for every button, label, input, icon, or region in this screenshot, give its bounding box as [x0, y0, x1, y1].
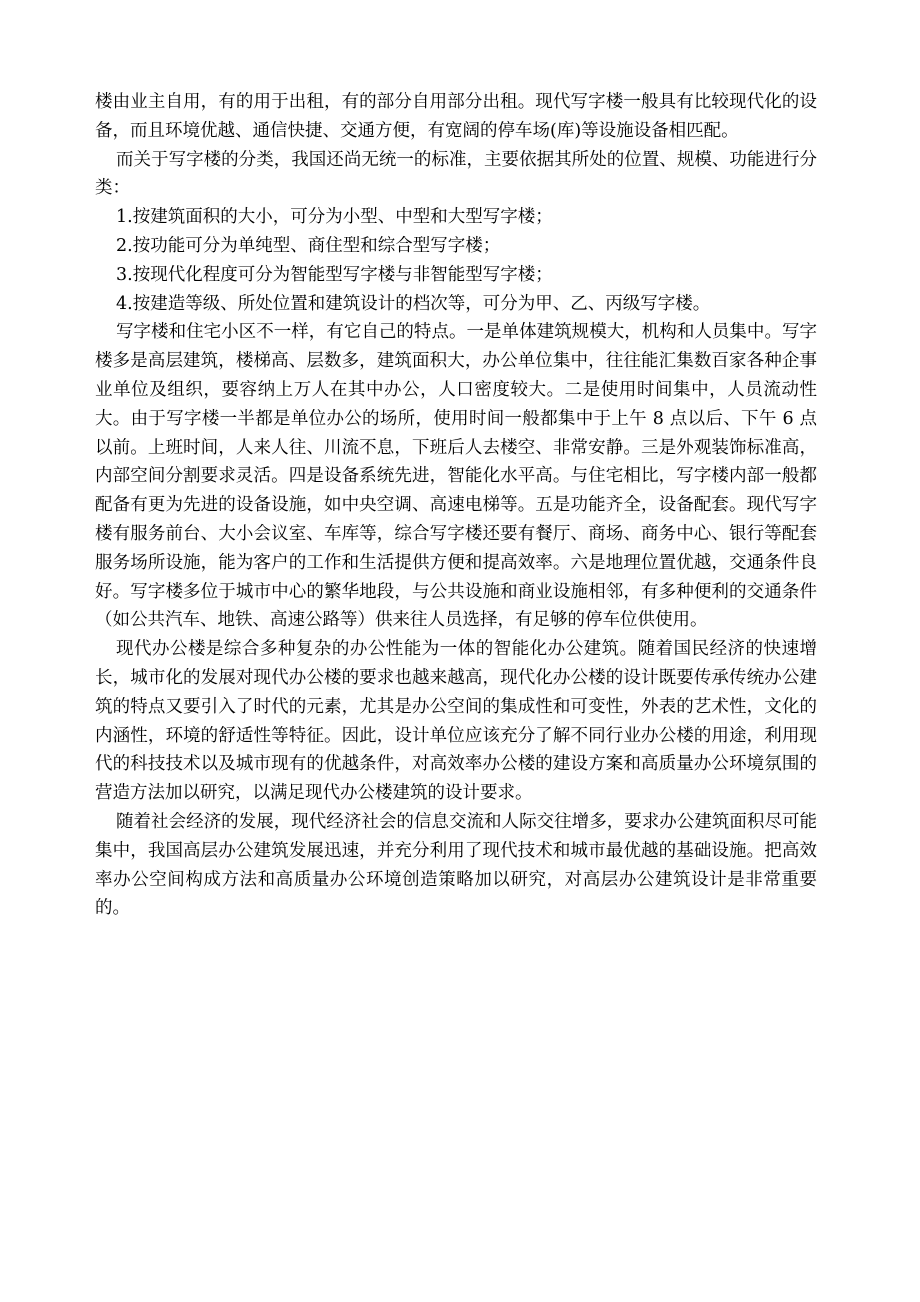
- paragraph-characteristics: 写字楼和住宅小区不一样，有它自己的特点。一是单体建筑规模大，机构和人员集中。写字楼多是高层建筑，楼梯高、层数多，建筑面积大，办公单位集中，往往能汇集数百家各种企事业单位及组织，要容纳上万人在其中办公，人口密度较大。二是使用时间集中，人员流动性大。由于写字楼一半都是单位办公的场所，使用时间一般都集中于上午 8 点以后、下午 6 点以前。上班时间，人来人往、川流不息，下班后人去楼空、非常安静。三是外观装饰标准高，内部空间分割要求灵活。四是设备系统先进，智能化水平高。与住宅相比，写字楼内部一般都配备有更为先进的设备设施，如中央空调、高速电梯等。五是功能齐全，设备配套。现代写字楼有服务前台、大小会议室、车库等，综合写字楼还要有餐厅、商场、商务中心、银行等配套服务场所设施，能为客户的工作和生活提供方便和提高效率。六是地理位置优越，交通条件良好。写字楼多位于城市中心的繁华地段，与公共设施和商业设施相邻，有多种便利的交通条件（如公共汽车、地铁、高速公路等）供来往人员选择，有足够的停车位供使用。: [95, 322, 817, 631]
- list-item-modernization: 3.按现代化程度可分为智能型写字楼与非智能型写字楼；: [116, 264, 553, 285]
- paragraph-high-rise: 随着社会经济的发展，现代经济社会的信息交流和人际交往增多，要求办公建筑面积尽可能集中，我国高层办公建筑发展迅速，并充分利用了现代技术和城市最优越的基础设施。把高效率办公空间构成方法和高质量办公环境创造策略加以研究，对高层办公建筑设计是非常重要的。: [95, 811, 817, 919]
- paragraph-continuation: 楼由业主自用，有的用于出租，有的部分自用部分出租。现代写字楼一般具有比较现代化的设备，而且环境优越、通信快捷、交通方便，有宽阔的停车场(库)等设施设备相匹配。: [95, 92, 817, 141]
- list-item-grade: 4.按建造等级、所处位置和建筑设计的档次等，可分为甲、乙、丙级写字楼。: [116, 293, 711, 314]
- list-item-function: 2.按功能可分为单纯型、商住型和综合型写字楼；: [116, 235, 501, 256]
- document-body: [95, 88, 817, 923]
- paragraph-classification-intro: 而关于写字楼的分类，我国还尚无统一的标准，主要依据其所处的位置、规模、功能进行分类：: [95, 149, 817, 199]
- paragraph-modern-office: 现代办公楼是综合多种复杂的办公性能为一体的智能化办公建筑。随着国民经济的快速增长，城市化的发展对现代办公楼的要求也越来越高，现代化办公楼的设计既要传承传统办公建筑的特点又要引入了时代的元素，尤其是办公空间的集成性和可变性，外表的艺术性，文化的内涵性，环境的舒适性等特征。因此，设计单位应该充分了解不同行业办公楼的用途，利用现代的科技技术以及城市现有的优越条件，对高效率办公楼的建设方案和高质量办公环境氛围的营造方法加以研究，以满足现代办公楼建筑的设计要求。: [95, 639, 817, 804]
- list-item-area: 1.按建筑面积的大小，可分为小型、中型和大型写字楼；: [116, 207, 553, 228]
